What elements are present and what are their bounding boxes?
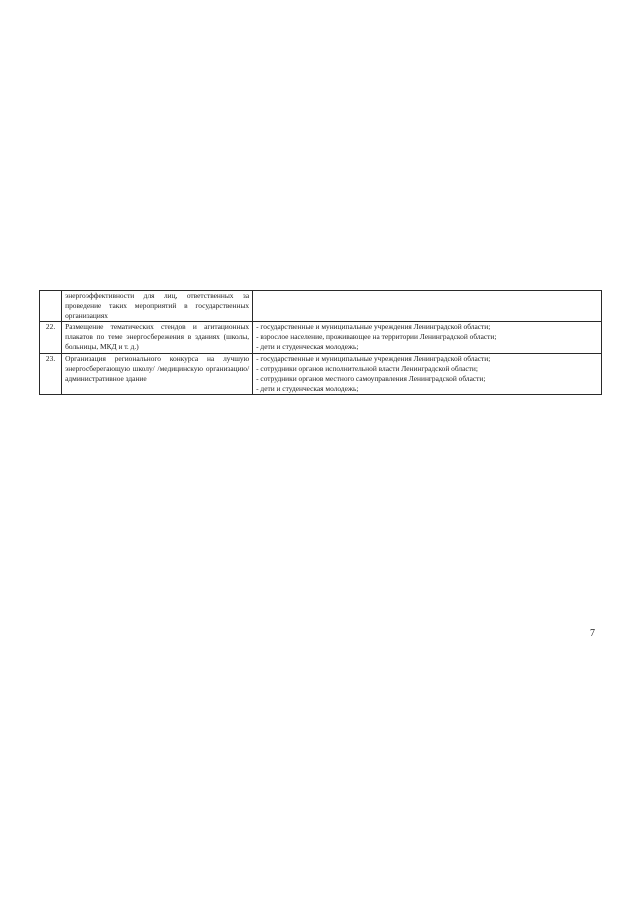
table-row (40, 353, 602, 394)
row-number (40, 291, 62, 322)
row-description: Организация регионального конкурса на лучшую энергосберегающую школу/ /медицинскую организацию/ административное здание (62, 353, 253, 394)
target-item: - государственные и муниципальные учреждения Ленинградской области; (256, 353, 491, 363)
row-targets (253, 353, 602, 394)
target-item: - сотрудники органов местного самоуправления Ленинградской области; (256, 373, 486, 383)
row-targets (253, 291, 602, 322)
target-item: - дети и студенческая молодежь; (256, 342, 359, 352)
target-item: - сотрудники органов исполнительной власти Ленинградской области; (256, 363, 478, 373)
target-item: - дети и студенческая молодежь; (256, 383, 359, 393)
page-number: 7 (590, 628, 595, 639)
table-row (40, 322, 602, 353)
table-row (40, 291, 602, 322)
row-description: Размещение тематических стендов и агитационных плакатов по теме энергосбережения в зданиях (школы, больницы, МКД и т. д.) (62, 322, 253, 353)
row-targets (253, 322, 602, 353)
row-number: 23. (40, 353, 62, 394)
target-item: - взрослое население, проживающее на территории Ленинградской области; (256, 332, 497, 342)
measures-table (39, 290, 602, 395)
row-number: 22. (40, 322, 62, 353)
target-item: - государственные и муниципальные учреждения Ленинградской области; (256, 322, 491, 332)
row-description: энергоэффективности для лиц, ответственных за проведение таких мероприятий в государственных организациях (62, 291, 253, 322)
